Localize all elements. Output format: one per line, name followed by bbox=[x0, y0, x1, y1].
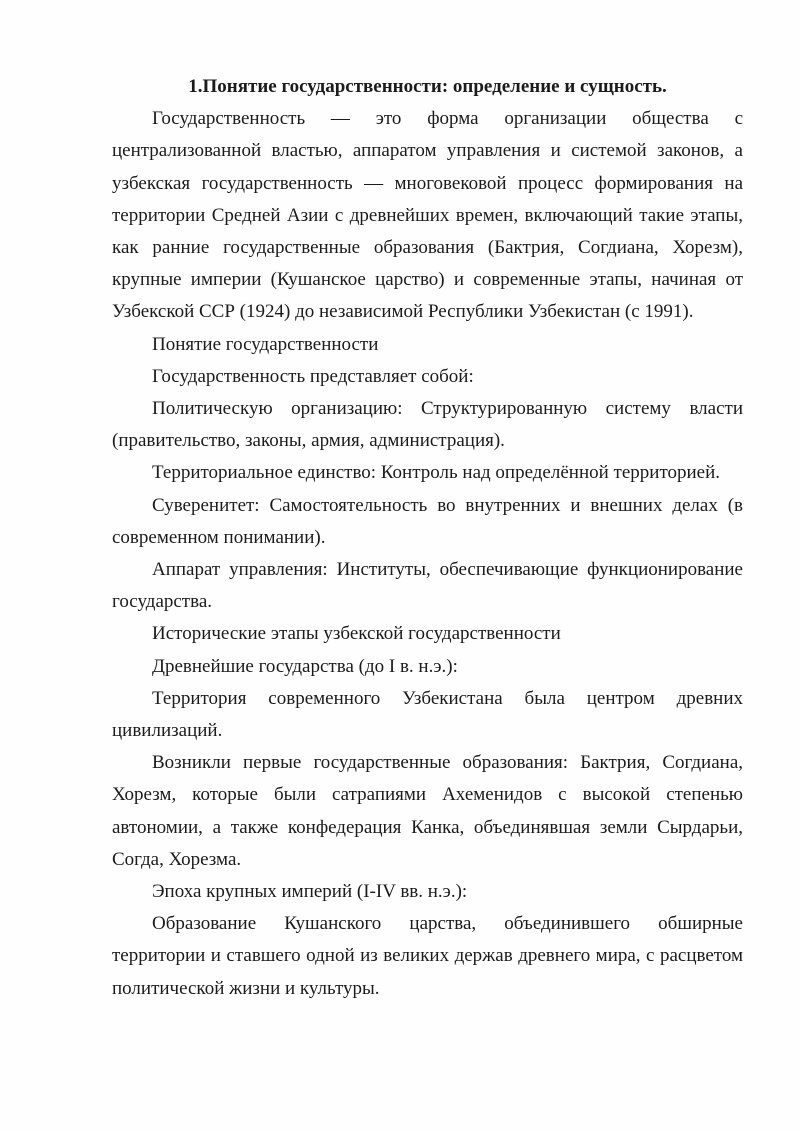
paragraph: Древнейшие государства (до I в. н.э.): bbox=[152, 655, 458, 677]
paragraph: Государственность — это форма организации общества с централизованной властью, аппаратом управления и системой законов, а узбекская государственность — многовековой процесс формирования на территории Средней Азии с древнейших времен, включающий такие этапы, как ранние государственные образования (Бактрия, Согдиана, Хорезм), крупные империи (Кушанское царство) и современные этапы, начиная от Узбекской ССР (1924) до независимой Республики Узбекистан (с 1991). bbox=[112, 108, 743, 323]
paragraph: Понятие государственности bbox=[152, 333, 379, 355]
paragraph: Суверенитет: Самостоятельность во внутренних и внешних делах (в современном понимании). bbox=[112, 494, 743, 548]
paragraph: Возникли первые государственные образования: Бактрия, Согдиана, Хорезм, которые были сатрапиями Ахеменидов с высокой степенью автономии, а также конфедерация Канка, объединявшая земли Сырдарьи, Согда, Хорезма. bbox=[112, 752, 743, 870]
paragraph: Аппарат управления: Институты, обеспечивающие функционирование государства. bbox=[112, 559, 743, 613]
paragraph: Образование Кушанского царства, объединившего обширные территории и ставшего одной из великих держав древнего мира, с расцветом политической жизни и культуры. bbox=[112, 913, 743, 999]
paragraph: Территория современного Узбекистана была центром древних цивилизаций. bbox=[112, 687, 743, 742]
document-title: 1.Понятие государственности: определение и сущность. bbox=[188, 76, 667, 97]
paragraph: Эпоха крупных империй (I-IV вв. н.э.): bbox=[152, 881, 468, 903]
paragraph: Исторические этапы узбекской государственности bbox=[152, 623, 561, 645]
paragraph: Территориальное единство: Контроль над определённой территорией. bbox=[152, 462, 721, 484]
paragraph: Политическую организацию: Структурированную систему власти (правительство, законы, армия, администрация). bbox=[112, 398, 743, 452]
paragraph: Государственность представляет собой: bbox=[152, 365, 474, 387]
